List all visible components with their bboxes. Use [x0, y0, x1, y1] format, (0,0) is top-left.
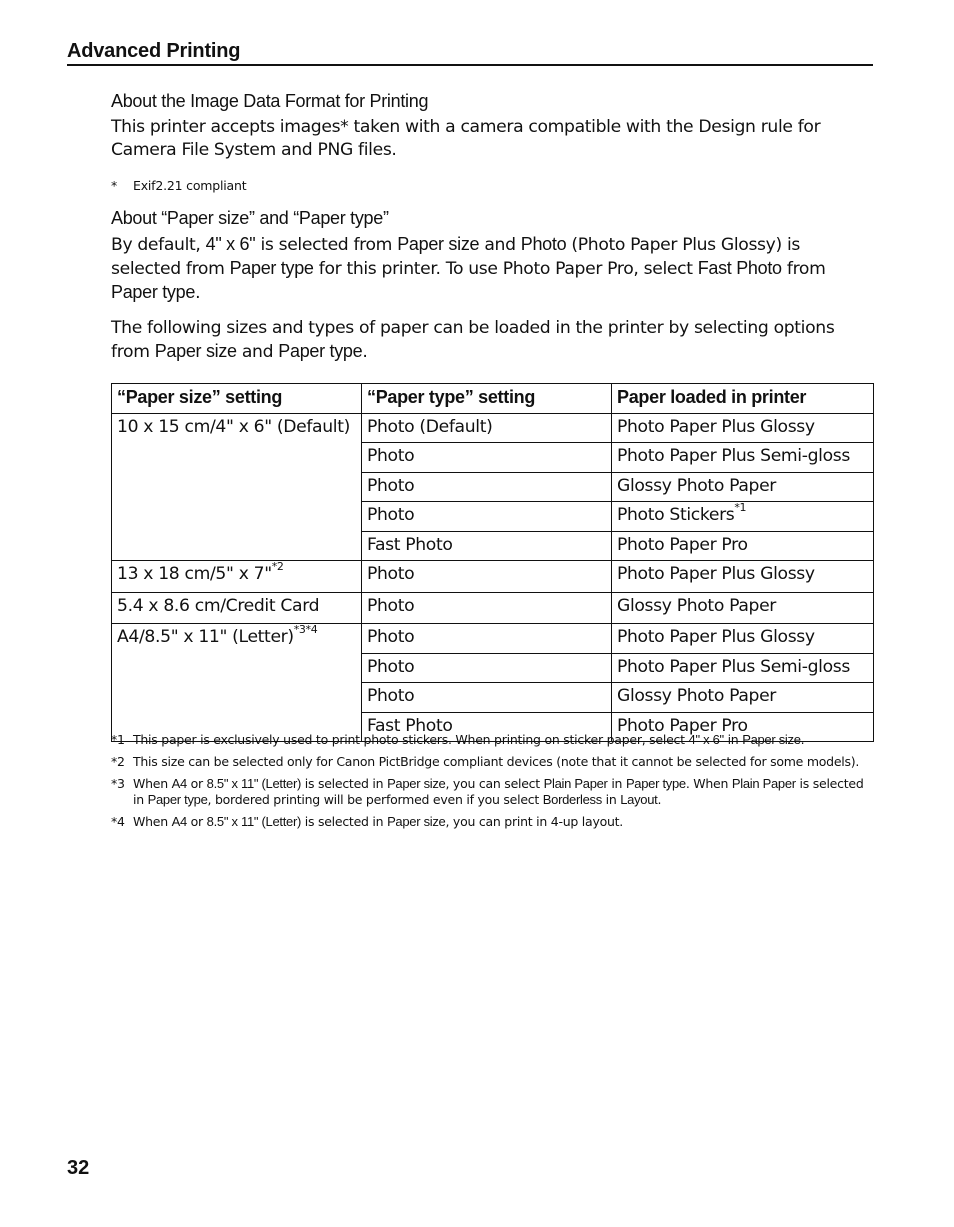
- paper-size-cell: [112, 413, 362, 561]
- paper-type-cell: Photo: [362, 624, 612, 654]
- paper-loaded-value: Photo Paper Plus Glossy: [617, 416, 815, 437]
- header-paper-type: “Paper type” setting: [362, 384, 612, 414]
- paper-loaded-value: Photo Paper Pro: [617, 715, 748, 736]
- paper-loaded-cell: [612, 624, 874, 654]
- footnote-ref: *3*4: [293, 623, 318, 637]
- paper-settings-table: [111, 383, 874, 742]
- paper-type-cell: Photo: [362, 472, 612, 502]
- paper-size-cell: [112, 624, 362, 742]
- section-heading-image-format: About the Image Data Format for Printing: [111, 91, 429, 111]
- page-number: 32: [67, 1157, 90, 1179]
- paper-type-cell: Fast Photo: [362, 712, 612, 742]
- term-paper-size: Paper size: [397, 234, 480, 254]
- footnote-mark: *1: [111, 732, 125, 747]
- paper-loaded-value: Photo Paper Plus Semi-gloss: [617, 656, 850, 677]
- footnote-3: [111, 776, 873, 808]
- footnote-text: When A4 or 8.5" x 11" (Letter) is selected in Paper size, you can select Plain Paper in Paper type. When Plain Paper is selected in Paper type, bordered printing will be performed even if you select Borderless in Layout.: [133, 776, 864, 807]
- paper-loaded-cell: [612, 413, 874, 443]
- table-body: [112, 413, 874, 742]
- footnote-4: [111, 814, 873, 830]
- image-format-paragraph: This printer accepts images* taken with a camera compatible with the Design rule for Camera File System and PNG files.: [111, 117, 821, 160]
- default-settings-paragraph: By default, 4" x 6" is selected from Paper size and Photo (Photo Paper Plus Glossy) is selected from Paper type for this printer. To use Photo Paper Pro, select Fast Photo from Paper type.: [111, 234, 826, 303]
- exif-note: [111, 178, 873, 193]
- header-paper-loaded: Paper loaded in printer: [612, 384, 874, 414]
- footnote-text: This size can be selected only for Canon PictBridge compliant devices (note that it cannot be selected for some models).: [133, 754, 860, 769]
- footnotes: [111, 732, 873, 836]
- footnote-text: This paper is exclusively used to print photo stickers. When printing on sticker paper, select 4" x 6" in Paper size.: [133, 732, 805, 747]
- paper-loaded-cell: [612, 653, 874, 683]
- paper-type-cell: Photo: [362, 653, 612, 683]
- paper-size-cell: [112, 561, 362, 593]
- term-fast-photo: Fast Photo: [697, 258, 782, 278]
- paper-type-cell: Photo: [362, 502, 612, 532]
- exif-note-text: Exif2.21 compliant: [133, 178, 247, 193]
- paper-size-value: 5.4 x 8.6 cm/Credit Card: [117, 595, 320, 616]
- paper-type-cell: Photo: [362, 561, 612, 593]
- sizes-types-paragraph: The following sizes and types of paper can be loaded in the printer by selecting options from Paper size and Paper type.: [111, 318, 835, 362]
- paper-loaded-value: Glossy Photo Paper: [617, 686, 777, 706]
- table-row: [112, 413, 874, 443]
- term-paper-size: Paper size: [154, 341, 237, 361]
- paper-type-cell: Fast Photo: [362, 531, 612, 561]
- paper-loaded-cell: [612, 592, 874, 624]
- paper-size-value: A4/8.5" x 11" (Letter): [117, 627, 294, 647]
- page-header-title: Advanced Printing: [67, 40, 241, 62]
- paper-loaded-value: Photo Paper Plus Semi-gloss: [617, 446, 850, 466]
- term-4x6: 4" x 6": [205, 234, 256, 254]
- paper-size-value: 13 x 18 cm/5" x 7": [117, 564, 272, 584]
- paper-type-cell: Photo (Default): [362, 413, 612, 443]
- paper-loaded-cell: [612, 502, 874, 532]
- term-photo: Photo: [520, 234, 567, 254]
- paper-size-cell: [112, 592, 362, 624]
- footnote-mark: *2: [111, 754, 125, 769]
- paper-loaded-cell: [612, 472, 874, 502]
- table-row: [112, 561, 874, 593]
- footnote-text: When A4 or 8.5" x 11" (Letter) is selected in Paper size, you can print in 4-up layout.: [133, 814, 624, 829]
- paper-size-value: 10 x 15 cm/4" x 6" (Default): [117, 416, 350, 437]
- paper-type-cell: Photo: [362, 683, 612, 713]
- term-paper-type: Paper type: [229, 258, 314, 278]
- footnote-2: [111, 754, 873, 770]
- paper-loaded-value: Photo Paper Pro: [617, 534, 748, 555]
- term-paper-type: Paper type: [111, 282, 196, 302]
- footnote-mark: *4: [111, 814, 125, 829]
- table-header-row: [112, 384, 874, 414]
- paper-loaded-cell: [612, 443, 874, 473]
- footnote-mark: *3: [111, 776, 125, 791]
- paper-loaded-value: Glossy Photo Paper: [617, 595, 777, 616]
- exif-note-mark: *: [111, 178, 118, 193]
- paper-type-cell: Photo: [362, 443, 612, 473]
- footnote-ref: *2: [271, 560, 284, 574]
- term-paper-type: Paper type: [278, 341, 363, 361]
- paper-loaded-value: Photo Paper Plus Glossy: [617, 564, 815, 584]
- footnote-ref: *1: [734, 501, 747, 515]
- paper-type-cell: Photo: [362, 592, 612, 624]
- paper-loaded-value: Photo Stickers: [617, 505, 735, 525]
- footnote-1: [111, 732, 873, 748]
- paper-loaded-value: Photo Paper Plus Glossy: [617, 627, 815, 647]
- main-content: [111, 90, 873, 742]
- section-heading-paper: About “Paper size” and “Paper type”: [111, 208, 389, 228]
- table-row: [112, 624, 874, 654]
- header-paper-size: “Paper size” setting: [112, 384, 362, 414]
- paper-loaded-cell: [612, 531, 874, 561]
- paper-loaded-value: Glossy Photo Paper: [617, 475, 777, 496]
- page-header: [67, 40, 873, 66]
- table-row: [112, 592, 874, 624]
- paper-loaded-cell: [612, 683, 874, 713]
- paper-loaded-cell: [612, 561, 874, 593]
